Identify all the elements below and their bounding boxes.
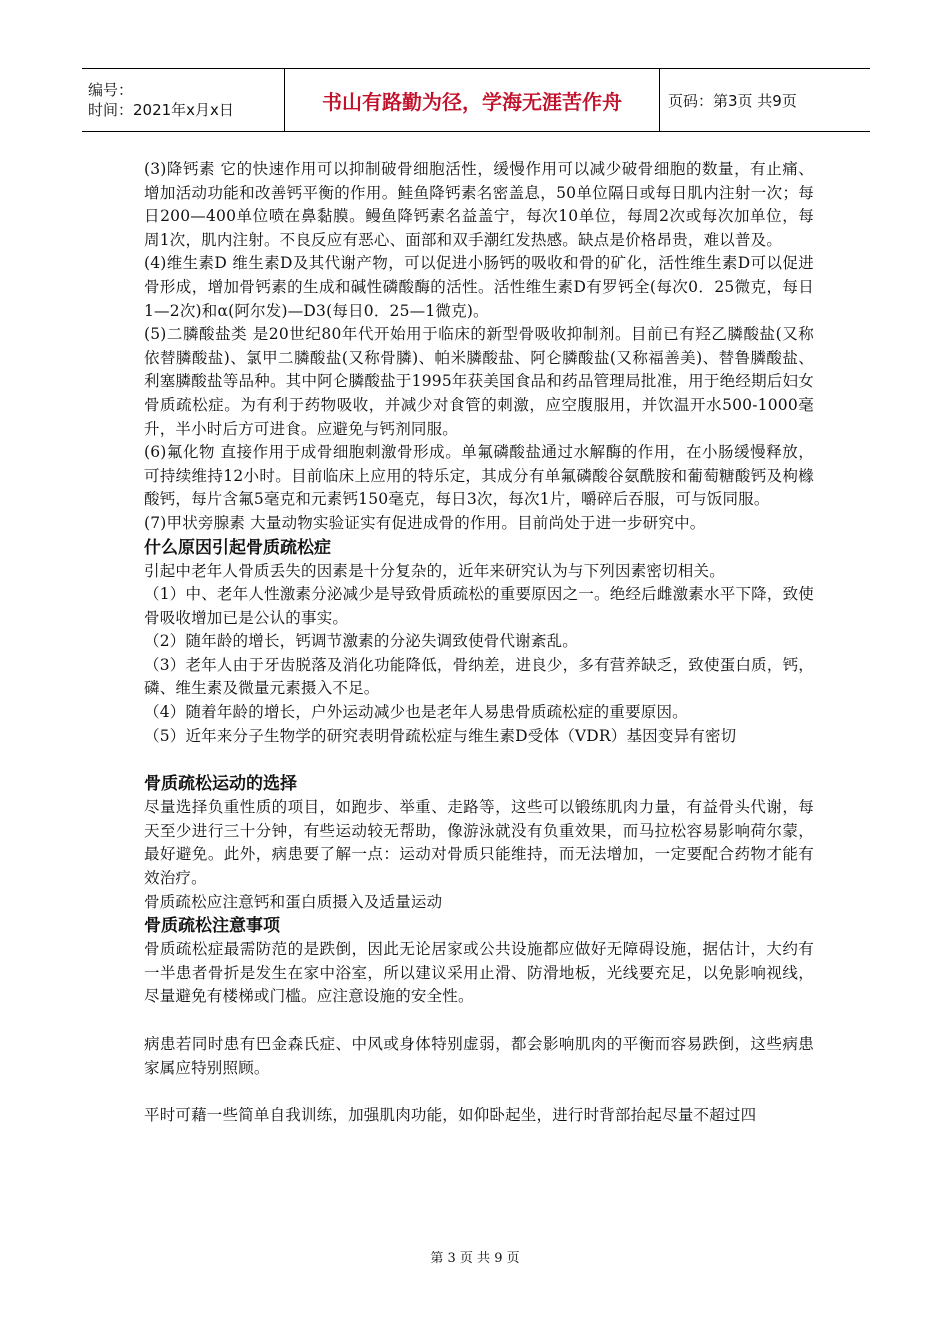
section-heading: 骨质疏松运动的选择 <box>144 774 297 795</box>
spacer <box>144 1009 814 1033</box>
paragraph: 引起中老年人骨质丢失的因素是十分复杂的，近年来研究认为与下列因素密切相关。 <box>144 561 725 580</box>
paragraph: (6)氟化物 直接作用于成骨细胞刺激骨形成。单氟磷酸盐通过水解酶的作用，在小肠缓慢释放，可持续维持12小时。目前临床上应用的特乐定，其成分有单氟磷酸谷氨酰胺和葡萄糖酸钙及枸橼酸钙，每片含氟5毫克和元素钙150毫克，每日3次，每次1片，嚼碎后吞服，可与饭同服。 <box>144 443 814 509</box>
paragraph: （5）近年来分子生物学的研究表明骨疏松症与维生素D受体（VDR）基因变异有密切 <box>144 726 737 745</box>
paragraph: (5)二膦酸盐类 是20世纪80年代开始用于临床的新型骨吸收抑制剂。目前已有羟乙膦酸盐(又称依替膦酸盐)、氯甲二膦酸盐(又称骨膦)、帕米膦酸盐、阿仑膦酸盐(又称福善美)、替鲁膦酸盐、利塞膦酸盐等品种。其中阿仑膦酸盐于1995年获美国食品和药品管理局批准，用于绝经期后妇女骨质疏松症。为有利于药物吸收，并减少对食管的刺激，应空腹服用，并饮温开水500-1000毫升，半小时后方可进食。应避免与钙剂同服。 <box>144 325 814 438</box>
page-header <box>82 68 870 132</box>
spacer <box>144 748 814 772</box>
paragraph: 平时可藉一些简单自我训练，加强肌肉功能，如仰卧起坐，进行时背部抬起尽量不超过四 <box>144 1106 757 1125</box>
spacer <box>144 1080 814 1104</box>
paragraph: 骨质疏松应注意钙和蛋白质摄入及适量运动 <box>144 892 443 911</box>
paragraph: （2）随年龄的增长，钙调节激素的分泌失调致使骨代谢紊乱。 <box>144 632 578 651</box>
page-indicator: 页码：第3页 共9页 <box>668 91 797 110</box>
section-heading: 骨质疏松注意事项 <box>144 916 280 937</box>
paragraph: 尽量选择负重性质的项目，如跑步、举重、走路等，这些可以锻练肌肉力量，有益骨头代谢，每天至少进行三十分钟，有些运动较无帮助，像游泳就没有负重效果，而马拉松容易影响荷尔蒙，最好避免。此外，病患要了解一点：运动对骨质只能维持，而无法增加，一定要配合药物才能有效治疗。 <box>144 798 814 888</box>
paragraph: 病患若同时患有巴金森氏症、中风或身体特别虚弱，都会影响肌肉的平衡而容易跌倒，这些病患家属应特别照顾。 <box>144 1035 814 1077</box>
paragraph: (7)甲状旁腺素 大量动物实验证实有促进成骨的作用。目前尚处于进一步研究中。 <box>144 513 706 532</box>
paragraph: (3)降钙素 它的快速作用可以抑制破骨细胞活性，缓慢作用可以减少破骨细胞的数量，有止痛、增加活动功能和改善钙平衡的作用。鲑鱼降钙素名密盖息，50单位隔日或每日肌内注射一次；每日200—400单位喷在鼻黏膜。鳗鱼降钙素名益盖宁，每次10单位，每周2次或每次加单位，每周1次，肌内注射。不良反应有恶心、面部和双手潮红发热感。缺点是价格昂贵，难以普及。 <box>144 160 814 249</box>
header-meta <box>82 69 285 131</box>
paragraph: （3）老年人由于牙齿脱落及消化功能降低，骨纳差，进良少，多有营养缺乏，致使蛋白质，钙，磷、维生素及微量元素摄入不足。 <box>144 655 814 698</box>
page-footer: 第 3 页 共 9 页 <box>430 1251 520 1266</box>
paragraph: (4)维生素D 维生素D及其代谢产物，可以促进小肠钙的吸收和骨的矿化，活性维生素D可以促进骨形成，增加骨钙素的生成和碱性磷酸酶的活性。活性维生素D有罗钙全(每次0．25微克，每日1—2次)和α(阿尔发)—D3(每日0．25—1微克)。 <box>144 254 814 320</box>
paragraph: （1）中、老年人性激素分泌减少是导致骨质疏松的重要原因之一。绝经后雌激素水平下降，致使骨吸收增加已是公认的事实。 <box>144 585 814 627</box>
header-motto: 书山有路勤为径，学海无涯苦作舟 <box>285 69 660 131</box>
serial-label: 编号： <box>88 81 134 99</box>
section-heading: 什么原因引起骨质疏松症 <box>144 537 331 558</box>
paragraph: （4）随着年龄的增长，户外运动减少也是老年人易患骨质疏松症的重要原因。 <box>144 703 688 722</box>
date-label: 时间：2021年x月x日 <box>88 101 234 119</box>
paragraph: 骨质疏松症最需防范的是跌倒，因此无论居家或公共设施都应做好无障碍设施，据估计，大约有一半患者骨折是发生在家中浴室，所以建议采用止滑、防滑地板，光线要充足，以免影响视线，尽量避免有楼梯或门槛。应注意设施的安全性。 <box>144 940 814 1006</box>
document-body <box>144 158 814 1128</box>
